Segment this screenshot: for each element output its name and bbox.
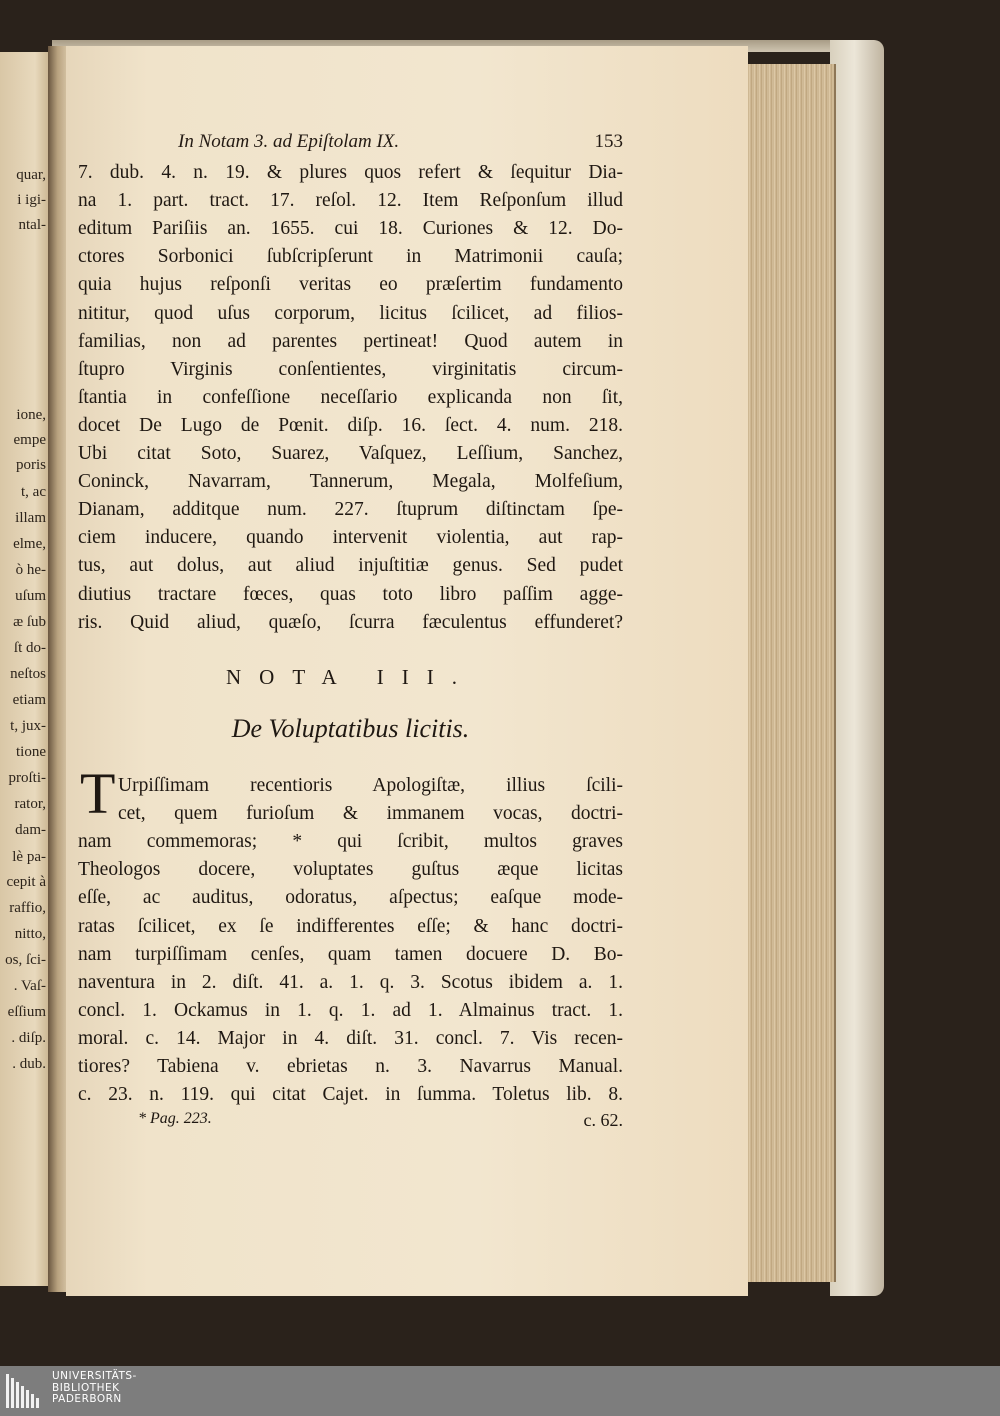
text-line: editum Pariſiis an. 1655. cui 18. Curiones & 12. Do- <box>78 218 623 240</box>
library-logo-text <box>52 1371 137 1406</box>
left-page-fragment: rator, <box>14 796 46 812</box>
library-logo-icon <box>6 1374 46 1408</box>
left-page-fragment: uſum <box>15 588 46 604</box>
text-line: c. 23. n. 119. qui citat Cajet. in ſumma. Toletus lib. 8. <box>78 1084 623 1106</box>
left-page-fragment: raffio, <box>9 900 46 916</box>
section-subheading: De Voluptatibus licitis. <box>231 714 470 743</box>
text-line: nam commemoras; * qui ſcribit, multos graves <box>78 831 623 853</box>
text-line: na 1. part. tract. 17. reſol. 12. Item Reſponſum illud <box>78 190 623 212</box>
left-page-fragment: ntal- <box>18 217 46 233</box>
left-page-fragment: . Vaſ- <box>13 978 46 994</box>
text-line: Coninck, Navarram, Tannerum, Megala, Molfeſium, <box>78 471 623 493</box>
text-line: ciem inducere, quando intervenit violentia, aut rap- <box>78 527 623 549</box>
cover-edge <box>830 40 884 1296</box>
footnote-reference: * Pag. 223. <box>138 1110 212 1127</box>
library-footer <box>0 1366 1000 1416</box>
text-line: Theologos docere, voluptates guſtus æque licitas <box>78 859 623 881</box>
left-page-fragment: ò he- <box>15 562 46 578</box>
text-line: tus, aut dolus, aut aliud injuſtitiæ genus. Sed pudet <box>78 555 623 577</box>
text-line: ris. Quid aliud, quæſo, ſcurra fæculentus effunderet? <box>78 611 623 633</box>
text-line: cet, quem furioſum & immanem vocas, doctri- <box>118 803 623 825</box>
text-line: concl. 1. Ockamus in 1. q. 1. ad 1. Almainus tract. 1. <box>78 999 623 1021</box>
left-page-fragment: empe <box>13 432 46 448</box>
left-page-fragment: cepit à <box>6 874 46 890</box>
left-page-fragment: . diſp. <box>11 1030 46 1046</box>
text-line: moral. c. 14. Major in 4. diſt. 31. concl. 7. Vis recen- <box>78 1027 623 1049</box>
left-page-fragment: eſſium <box>7 1004 46 1020</box>
left-page <box>0 52 50 1286</box>
text-line: Ubi citat Soto, Suarez, Vaſquez, Leſſium, Sanchez, <box>78 443 623 464</box>
text-line: quia hujus reſponſi veritas eo præſertim fundamento <box>78 274 623 296</box>
left-page-fragment: neſtos <box>10 666 46 682</box>
section-heading: NOTA III. <box>226 665 475 689</box>
running-head <box>78 131 623 155</box>
left-page-fragment: proſti- <box>8 770 46 786</box>
logo-bar <box>21 1386 24 1408</box>
logo-line: BIBLIOTHEK <box>52 1381 120 1394</box>
left-page-fragment: t, jux- <box>10 718 46 734</box>
logo-bar <box>16 1382 19 1408</box>
text-line: nititur, quod uſus corporum, licitus ſcilicet, ad filios- <box>78 302 623 324</box>
text-line: diutius tractare fœces, quas toto libro paſſim agge- <box>78 583 623 605</box>
left-page-fragment: illam <box>15 510 46 526</box>
text-line: Urpiſſimam recentioris Apologiſtæ, illius ſcili- <box>118 775 623 796</box>
text-line: naventura in 2. diſt. 41. a. 1. q. 3. Scotus ibidem a. 1. <box>78 971 623 993</box>
left-page-fragment: poris <box>16 457 46 473</box>
text-line: docet De Lugo de Pœnit. diſp. 16. ſect. 4. num. 218. <box>78 414 623 436</box>
logo-line: PADERBORN <box>52 1393 122 1405</box>
catchword: c. 62. <box>583 1110 623 1130</box>
left-page-fragment: os, ſci- <box>5 952 46 968</box>
logo-bar <box>26 1390 29 1408</box>
left-page-fragment: etiam <box>12 692 46 708</box>
left-page-fragment: i igi- <box>17 192 46 208</box>
running-head-title: In Notam 3. ad Epiſtolam IX. <box>178 131 400 152</box>
left-page-fragment: dam- <box>15 822 46 838</box>
left-page-fragment: ſt do- <box>13 640 46 656</box>
left-page-fragment: t, ac <box>21 484 46 500</box>
left-page-fragment: tione <box>16 744 46 760</box>
logo-bar <box>31 1394 34 1408</box>
page-fore-edge <box>738 64 836 1282</box>
left-page-fragment: nitto, <box>14 926 46 942</box>
drop-cap: T <box>80 761 116 826</box>
left-page-fragment: quar, <box>16 167 46 183</box>
page-number: 153 <box>594 131 623 152</box>
left-page-fragment: ione, <box>16 407 46 423</box>
logo-bar <box>11 1378 14 1408</box>
text-line: eſſe, ac auditus, odoratus, aſpectus; eaſque mode- <box>78 887 623 909</box>
logo-bar <box>36 1398 39 1408</box>
text-line: Dianam, additque num. 227. ſtuprum diſtinctam ſpe- <box>78 499 623 521</box>
left-page-fragment: lè pa- <box>12 849 46 865</box>
left-page-fragment: elme, <box>13 536 46 552</box>
text-line: ctores Sorbonici ſubſcripſerunt in Matrimonii cauſa; <box>78 246 623 268</box>
logo-bar <box>6 1374 9 1408</box>
text-line: ſtupro Virginis conſentientes, virginitatis circum- <box>78 358 623 380</box>
text-line: ratas ſcilicet, ex ſe indifferentes eſſe; & hanc doctri- <box>78 915 623 937</box>
text-line: 7. dub. 4. n. 19. & plures quos refert & ſequitur Dia- <box>78 162 623 183</box>
text-line: tiores? Tabiena v. ebrietas n. 3. Navarrus Manual. <box>78 1056 623 1077</box>
text-line: familias, non ad parentes pertineat! Quod autem in <box>78 330 623 352</box>
text-line: nam turpiſſimam cenſes, quam tamen docuere D. Bo- <box>78 943 623 965</box>
text-line: ſtantia in confeſſione neceſſario explicanda non ſit, <box>78 386 623 408</box>
left-page-fragment: . dub. <box>12 1056 46 1072</box>
left-page-fragment: æ ſub <box>13 614 46 630</box>
logo-line: UNIVERSITÄTS- <box>52 1370 137 1382</box>
